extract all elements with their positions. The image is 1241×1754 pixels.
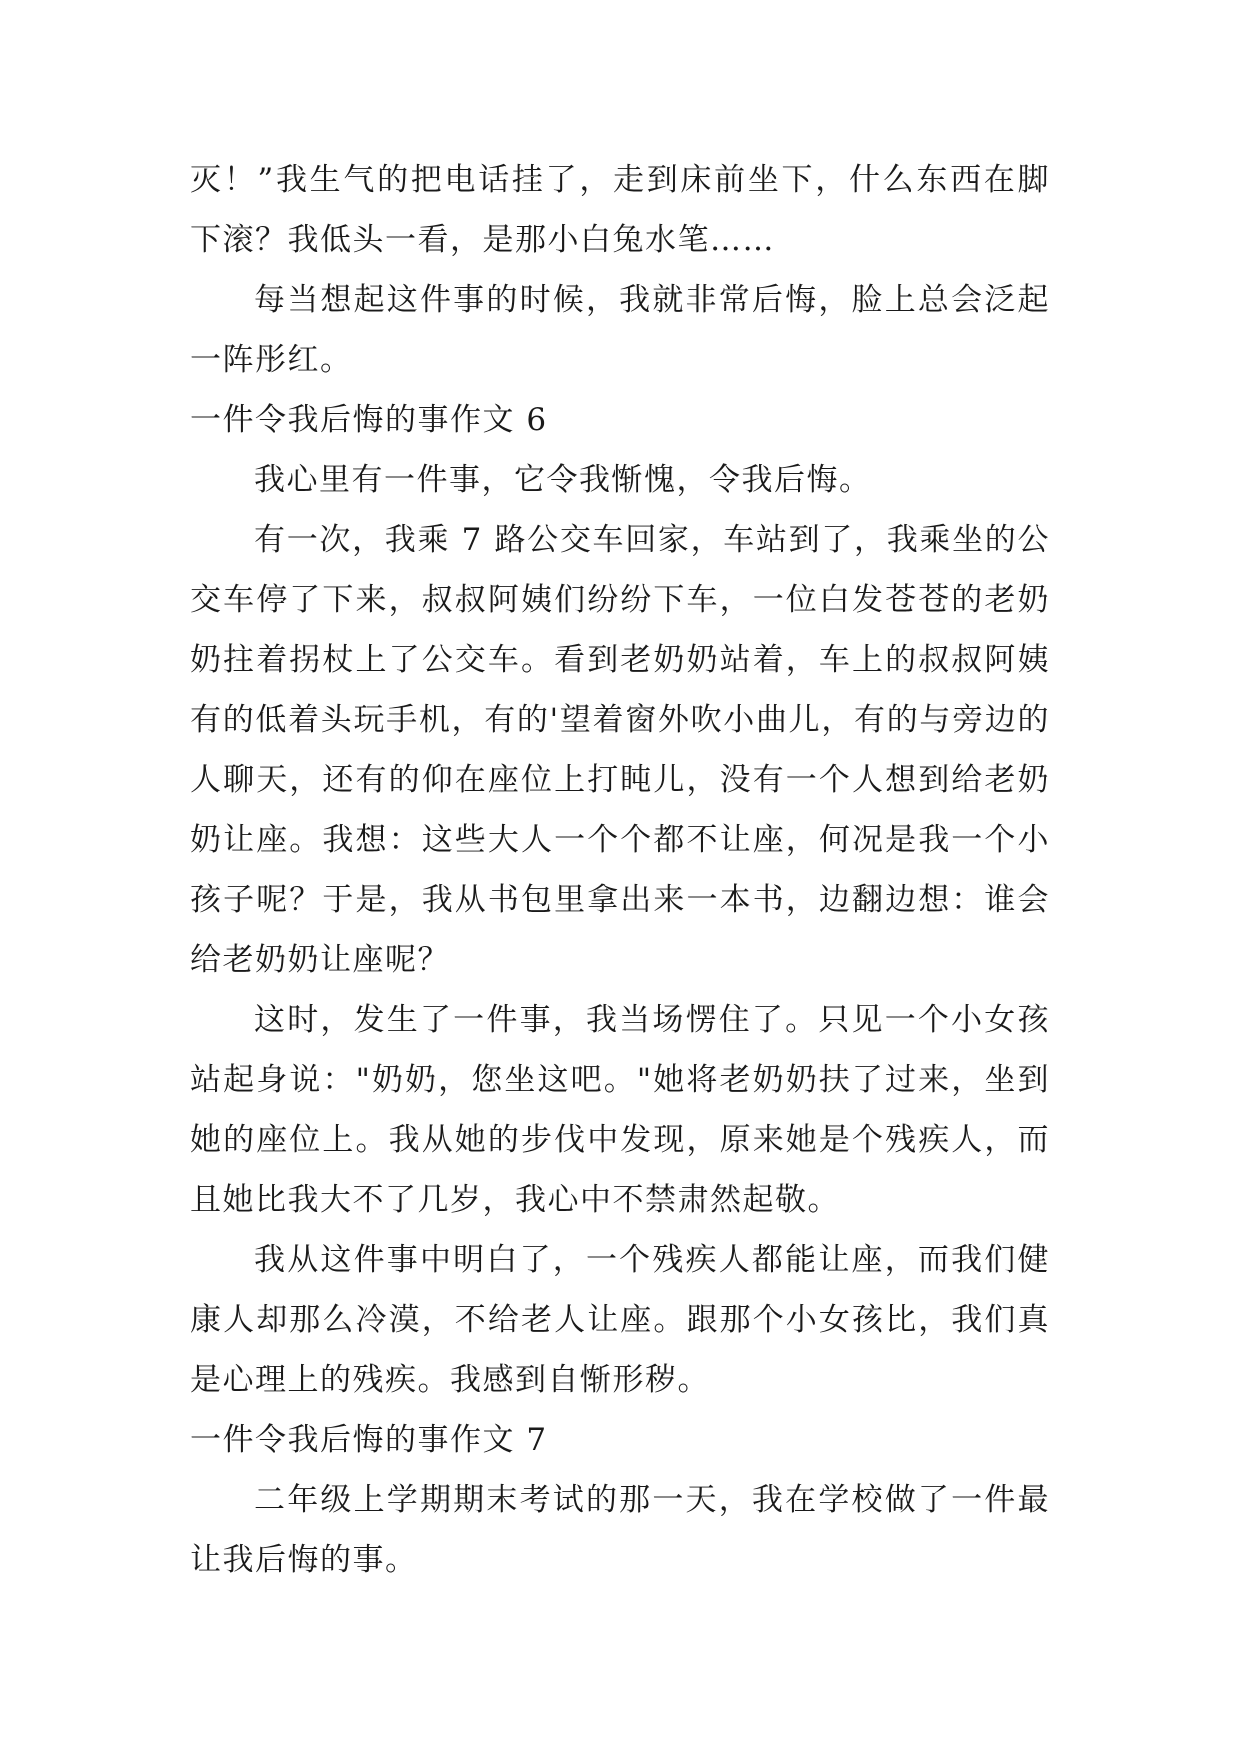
paragraph: 每当想起这件事的时候，我就非常后悔，脸上总会泛起一阵彤红。 bbox=[190, 282, 1050, 378]
paragraph: 二年级上学期期末考试的那一天，我在学校做了一件最让我后悔的事。 bbox=[190, 1482, 1050, 1578]
paragraph: 我从这件事中明白了，一个残疾人都能让座，而我们健康人却那么冷漠，不给老人让座。跟那个小女孩比，我们真是心理上的残疾。我感到自惭形秽。 bbox=[190, 1242, 1050, 1398]
paragraph: 我心里有一件事，它令我惭愧，令我后悔。 bbox=[254, 462, 872, 498]
paragraph: 这时，发生了一件事，我当场愣住了。只见一个小女孩站起身说："奶奶，您坐这吧。"她将老奶奶扶了过来，坐到她的座位上。我从她的步伐中发现，原来她是个残疾人，而且她比我大不了几岁，我心中不禁肃然起敬。 bbox=[190, 1002, 1050, 1218]
section-heading: 一件令我后悔的事作文 7 bbox=[190, 1422, 548, 1458]
document-page bbox=[190, 150, 1050, 1590]
section-heading: 一件令我后悔的事作文 6 bbox=[190, 402, 548, 438]
paragraph: 灭！”我生气的把电话挂了，走到床前坐下，什么东西在脚下滚？我低头一看，是那小白兔水笔…… bbox=[190, 162, 1050, 258]
paragraph: 有一次，我乘 7 路公交车回家，车站到了，我乘坐的公交车停了下来，叔叔阿姨们纷纷下车，一位白发苍苍的老奶奶拄着拐杖上了公交车。看到老奶奶站着，车上的叔叔阿姨有的低着头玩手机，有的'望着窗外吹小曲儿，有的与旁边的人聊天，还有的仰在座位上打盹儿，没有一个人想到给老奶奶让座。我想：这些大人一个个都不让座，何况是我一个小孩子呢？于是，我从书包里拿出来一本书，边翻边想：谁会给老奶奶让座呢？ bbox=[190, 522, 1050, 978]
